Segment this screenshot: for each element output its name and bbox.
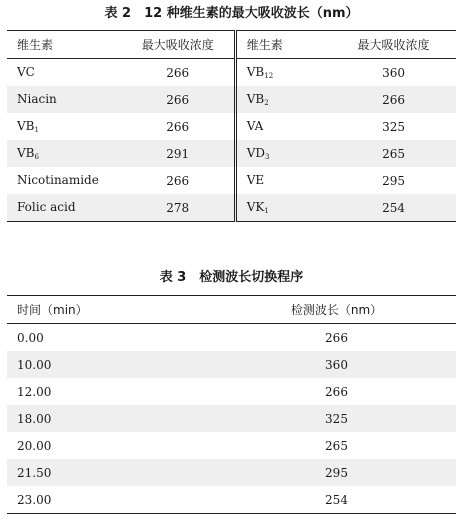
table-row [7,459,456,486]
wavelength-value: 266 [166,92,190,107]
vitamin-name: VC [17,65,35,79]
wavelength-value: 325 [382,119,405,134]
vitamin-name: Niacin [17,92,57,106]
vitamin-name: VE [235,167,331,194]
wavelength-value: 265 [325,438,348,453]
table-header-row [7,296,456,324]
header-max-absorption: 最大吸收浓度 [357,38,430,52]
time-value: 20.00 [17,438,52,453]
wavelength-value: 266 [166,173,190,188]
header-time: 时间（min） [17,303,88,317]
table3-title: 表 3 检测波长切换程序 [159,270,304,285]
wavelength-value: 254 [325,492,348,507]
table-row [7,140,456,167]
vitamin-name: $VB_2$ [235,86,331,113]
wavelength-value: 360 [382,65,405,80]
time-value: 21.50 [17,465,52,480]
time-value: 0.00 [17,330,44,345]
table-row [7,378,456,405]
wavelength-value: 278 [166,200,190,215]
table-row [7,167,456,194]
wavelength-value: 266 [166,119,190,134]
header-max-absorption: 最大吸收浓度 [141,38,214,52]
header-vitamin: 维生素 [235,31,331,59]
wavelength-value: 295 [382,173,405,188]
wavelength-value: 254 [382,200,405,215]
table-row [7,86,456,113]
table-row [7,113,456,140]
wavelength-value: 266 [325,384,348,399]
vitamin-name: VA [235,113,331,140]
wavelength-value: 266 [382,92,405,107]
time-value: 23.00 [17,492,52,507]
header-wavelength: 检测波长（nm） [290,303,383,317]
time-value: 18.00 [17,411,52,426]
table-row [7,432,456,459]
vitamin-name: $VB_1$ [17,119,39,134]
wavelength-value: 295 [325,465,348,480]
vitamin-name: Folic acid [17,200,76,214]
table-header-row [7,31,456,59]
table-row [7,59,456,87]
vitamin-name: $VK_1$ [235,194,331,222]
wavelength-value: 360 [325,357,348,372]
table-row [7,324,456,352]
time-value: 12.00 [17,384,52,399]
header-vitamin: 维生素 [17,38,54,52]
table-row [7,194,456,222]
table-row [7,351,456,378]
wavelength-switch-program-table [7,295,456,514]
wavelength-value: 265 [382,146,405,161]
vitamin-name: $VB_6$ [17,146,39,161]
vitamin-name: Nicotinamide [17,173,99,187]
table-row [7,405,456,432]
vitamin-name: $VB_{12}$ [235,59,331,87]
vitamin-wavelength-table [7,30,456,222]
wavelength-value: 266 [325,330,348,345]
wavelength-value: 266 [166,65,190,80]
vitamin-name: $VD_3$ [235,140,331,167]
wavelength-value: 325 [325,411,348,426]
wavelength-value: 291 [166,146,190,161]
time-value: 10.00 [17,357,52,372]
table2-title: 表 2 12 种维生素的最大吸收波长（nm） [104,6,359,21]
table-row [7,486,456,514]
